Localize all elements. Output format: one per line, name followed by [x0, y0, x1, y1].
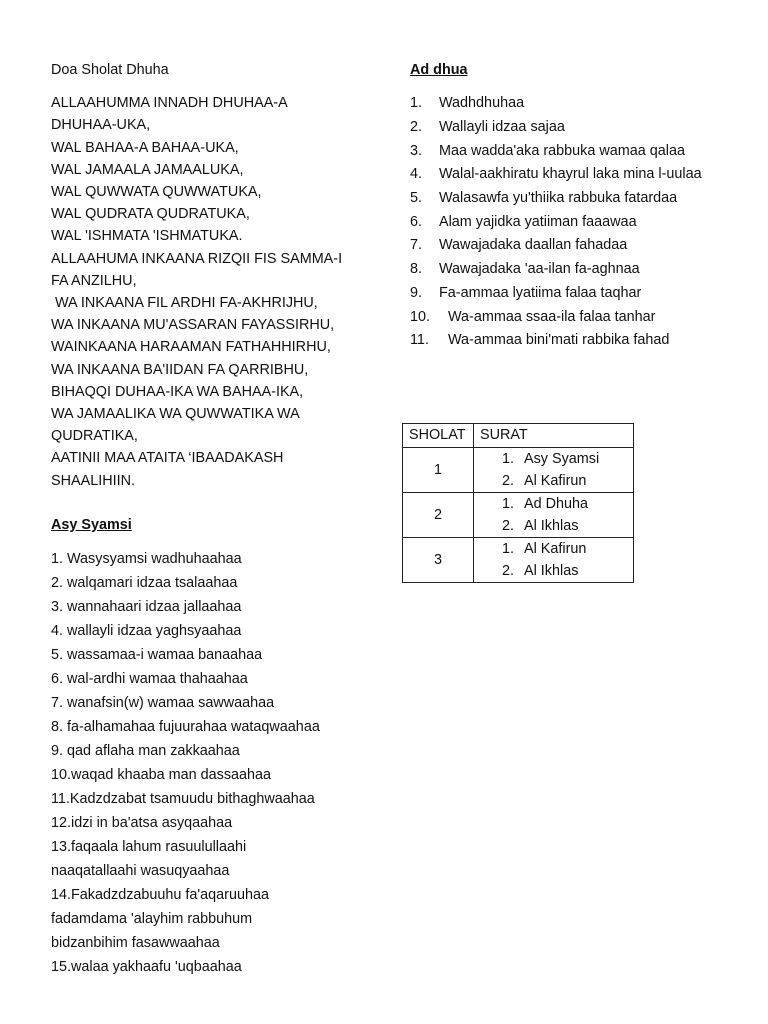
doa-title: Doa Sholat Dhuha [51, 62, 169, 78]
spacer [51, 492, 371, 514]
item-text: Wawajadaka 'aa-ilan fa-aghnaa [439, 261, 640, 278]
surat-item [474, 538, 633, 560]
header-surat: SURAT [474, 424, 634, 448]
surat-name: Al Ikhlas [524, 563, 579, 579]
doa-line: DHUHAA-UKA, [51, 117, 151, 134]
list-item [410, 163, 710, 187]
doa-text [51, 92, 371, 492]
spacer [410, 81, 710, 92]
list-item [410, 187, 710, 211]
list-item [410, 329, 710, 353]
left-column [51, 59, 371, 979]
list-item: 7. wanafsin(w) wamaa sawwaahaa [51, 695, 275, 712]
list-item: 8. fa-alhamahaa fujuurahaa wataqwaahaa [51, 719, 320, 736]
item-text: Fa-ammaa lyatiima falaa taqhar [439, 284, 642, 301]
list-item: 2. walqamari idzaa tsalaahaa [51, 575, 238, 592]
table-row [403, 538, 634, 583]
sholat-number: 3 [403, 538, 474, 583]
surat-cell [474, 493, 634, 538]
list-item: 12.idzi in ba'atsa asyqaahaa [51, 815, 233, 832]
header-sholat: SHOLAT [403, 424, 474, 448]
right-column [410, 59, 710, 353]
item-number: 1. [410, 95, 423, 112]
doa-line: WA INKAANA MU'ASSARAN FAYASSIRHU, [51, 317, 335, 334]
doa-line: WA INKAANA BA'IIDAN FA QARRIBHU, [51, 361, 309, 378]
list-item: 11.Kadzdzabat tsamuudu bithaghwaahaa [51, 791, 315, 808]
item-text: Alam yajidka yatiiman faaawaa [439, 213, 637, 230]
surat-number: 2. [502, 563, 515, 579]
item-number: 6. [410, 213, 423, 230]
surat-cell [474, 538, 634, 583]
doa-line: QUDRATIKA, [51, 428, 138, 445]
doa-line: WA INKAANA FIL ARDHI FA-AKHRIJHU, [51, 295, 318, 312]
list-item: naaqatallaahi wasuqyaahaa [51, 863, 230, 880]
ad-dhua-list [410, 92, 710, 353]
list-item: 15.walaa yakhaafu 'uqbaahaa [51, 959, 242, 976]
doa-line: AATINII MAA ATAITA ‘IBAADAKASH [51, 450, 284, 467]
list-item [410, 282, 710, 306]
sholat-number: 2 [403, 493, 474, 538]
list-item: 1. Wasysyamsi wadhuhaahaa [51, 551, 242, 568]
doa-line: WAL QUDRATA QUDRATUKA, [51, 206, 250, 223]
doa-line: ALLAAHUMMA INNADH DHUHAA-A [51, 95, 288, 112]
doa-line: WAINKAANA HARAAMAN FATHAHHIRHU, [51, 339, 331, 356]
surat-name: Al Kafirun [524, 473, 587, 489]
list-item [410, 116, 710, 140]
item-text: Wawajadaka daallan fahadaa [439, 237, 628, 254]
item-text: Wallayli idzaa sajaa [439, 118, 565, 135]
list-item: fadamdama 'alayhim rabbuhum [51, 911, 253, 928]
surat-item [474, 515, 633, 537]
surat-name: Al Kafirun [524, 541, 587, 557]
item-text: Wa-ammaa ssaa-ila falaa tanhar [448, 308, 656, 325]
surat-item [474, 560, 633, 582]
table-header-row [403, 424, 634, 448]
list-item [410, 92, 710, 116]
doa-line: WAL 'ISHMATA 'ISHMATUKA. [51, 228, 243, 245]
doa-line: ALLAAHUMA INKAANA RIZQII FIS SAMMA-I [51, 250, 343, 267]
surat-item [474, 493, 633, 515]
spacer [51, 536, 371, 547]
surat-number: 1. [502, 496, 515, 512]
item-number: 10. [410, 308, 431, 325]
surat-number: 2. [502, 473, 515, 489]
ad-dhua-heading: Ad dhua [410, 62, 468, 78]
list-item: 13.faqaala lahum rasuulullaahi [51, 839, 247, 856]
surat-item [474, 470, 633, 492]
surat-name: Ad Dhuha [524, 496, 589, 512]
doa-line: WAL BAHAA-A BAHAA-UKA, [51, 139, 239, 156]
item-number: 2. [410, 118, 423, 135]
list-item [410, 258, 710, 282]
surat-number: 1. [502, 541, 515, 557]
item-text: Maa wadda'aka rabbuka wamaa qalaa [439, 142, 685, 159]
sholat-surat-table [402, 423, 634, 583]
list-item [410, 306, 710, 330]
item-number: 11. [410, 332, 429, 349]
item-number: 5. [410, 190, 423, 207]
list-item: 6. wal-ardhi wamaa thahaahaa [51, 671, 248, 688]
list-item: 5. wassamaa-i wamaa banaahaa [51, 647, 263, 664]
surat-number: 1. [502, 451, 515, 467]
surat-cell [474, 448, 634, 493]
list-item: 3. wannahaari idzaa jallaahaa [51, 599, 242, 616]
table-row [403, 493, 634, 538]
list-item: bidzanbihim fasawwaahaa [51, 935, 220, 952]
list-item [410, 211, 710, 235]
asy-syamsi-list [51, 547, 371, 979]
surat-name: Al Ikhlas [524, 518, 579, 534]
surat-number: 2. [502, 518, 515, 534]
item-text: Wa-ammaa bini'mati rabbika fahad [448, 332, 670, 349]
item-text: Walasawfa yu'thiika rabbuka fatardaa [439, 190, 678, 207]
doa-line: BIHAQQI DUHAA-IKA WA BAHAA-IKA, [51, 383, 304, 400]
item-text: Wadhdhuhaa [439, 95, 525, 112]
table-row [403, 448, 634, 493]
item-number: 9. [410, 284, 423, 301]
doa-line: WAL JAMAALA JAMAALUKA, [51, 161, 244, 178]
surat-name: Asy Syamsi [524, 451, 600, 467]
item-number: 7. [410, 237, 423, 254]
list-item: 14.Fakadzdzabuuhu fa'aqaruuhaa [51, 887, 269, 904]
doa-line: FA ANZILHU, [51, 272, 137, 289]
list-item: 10.waqad khaaba man dassaahaa [51, 767, 272, 784]
item-number: 8. [410, 261, 423, 278]
sholat-number: 1 [403, 448, 474, 493]
surat-item [474, 448, 633, 470]
doa-line: WAL QUWWATA QUWWATUKA, [51, 184, 262, 201]
doa-line: WA JAMAALIKA WA QUWWATIKA WA [51, 406, 300, 423]
list-item [410, 140, 710, 164]
asy-syamsi-heading: Asy Syamsi [51, 516, 132, 533]
item-number: 4. [410, 166, 423, 183]
doa-line: SHAALIHIIN. [51, 472, 135, 489]
list-item: 9. qad aflaha man zakkaahaa [51, 743, 240, 760]
list-item [410, 234, 710, 258]
item-number: 3. [410, 142, 423, 159]
list-item: 4. wallayli idzaa yaghsyaahaa [51, 623, 242, 640]
item-text: Walal-aakhiratu khayrul laka mina l-uulaa [439, 166, 702, 183]
